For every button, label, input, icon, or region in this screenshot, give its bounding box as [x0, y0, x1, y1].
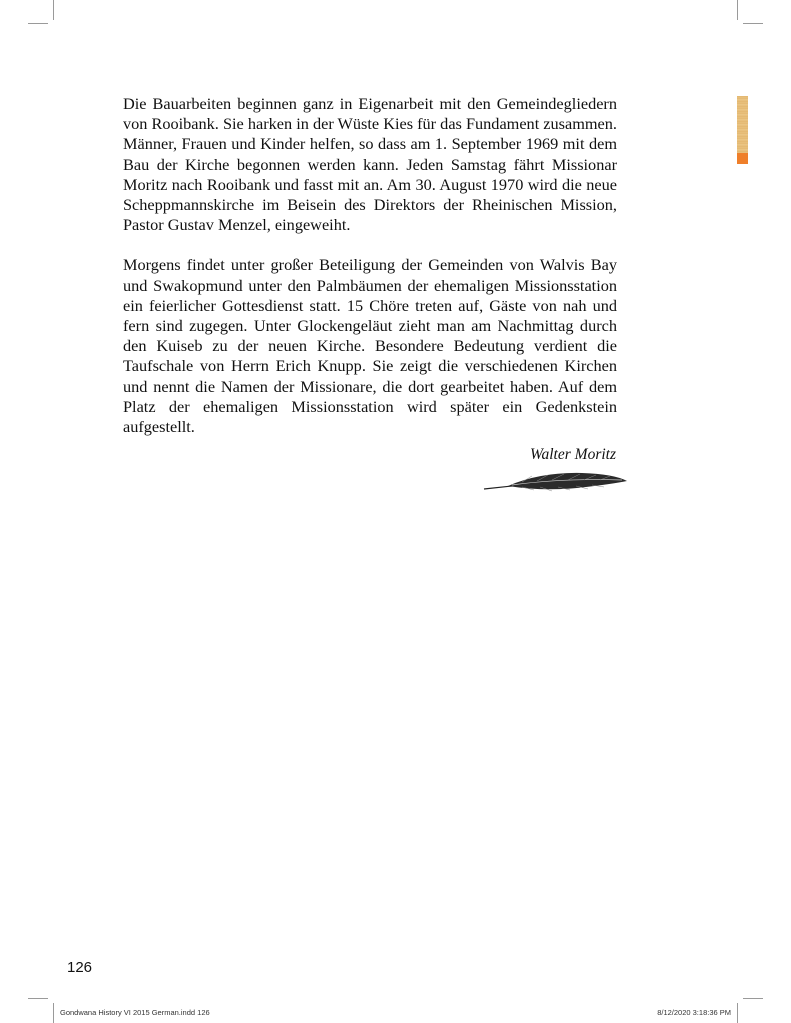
crop-mark	[28, 998, 48, 999]
slug-filename: Gondwana History VI 2015 German.indd 126	[60, 1008, 210, 1017]
crop-mark	[737, 0, 738, 20]
crop-mark	[743, 998, 763, 999]
author-signature: Walter Moritz	[530, 446, 616, 463]
quill-feather-icon	[482, 470, 628, 494]
crop-mark	[737, 1003, 738, 1023]
chapter-tab-strip	[737, 96, 748, 153]
crop-mark	[28, 23, 48, 24]
paragraph: Morgens findet unter großer Beteiligung der Gemeinden von Walvis Bay und Swakopmund unter den Palmbäumen der ehemaligen Missionsstation ein feierlicher Gottesdienst statt. 15 Chöre treten auf, Gäste von nah und fern sind zugegen. Unter Glockengeläut zieht man am Nachmittag durch den Kuiseb zu der neuen Kirche. Besondere Bedeutung verdient die Taufschale von Herrn Erich Knupp. Sie zeigt die verschiedenen Kirchen und nennt die Namen der Missionare, die dort gearbeitet haben. Auf dem Platz der ehemaligen Missionsstation wird später ein Gedenkstein aufgestellt.	[123, 255, 617, 437]
crop-mark	[743, 23, 763, 24]
crop-mark	[53, 1003, 54, 1023]
paragraph: Die Bauarbeiten beginnen ganz in Eigenarbeit mit den Gemeindegliedern von Rooibank. Sie harken in der Wüste Kies für das Fundament zusammen. Männer, Frauen und Kinder helfen, so dass am 1. September 1969 mit dem Bau der Kirche begonnen werden kann. Jeden Samstag fährt Missionar Moritz nach Rooibank und fasst mit an. Am 30. August 1970 wird die neue Scheppmannskirche im Beisein des Direktors der Rheinischen Mission, Pastor Gustav Menzel, eingeweiht.	[123, 94, 617, 235]
slug-timestamp: 8/12/2020 3:18:36 PM	[657, 1008, 731, 1017]
chapter-tab-marker	[737, 153, 748, 164]
crop-mark	[53, 0, 54, 20]
page-number: 126	[67, 959, 93, 976]
body-text	[123, 94, 617, 457]
